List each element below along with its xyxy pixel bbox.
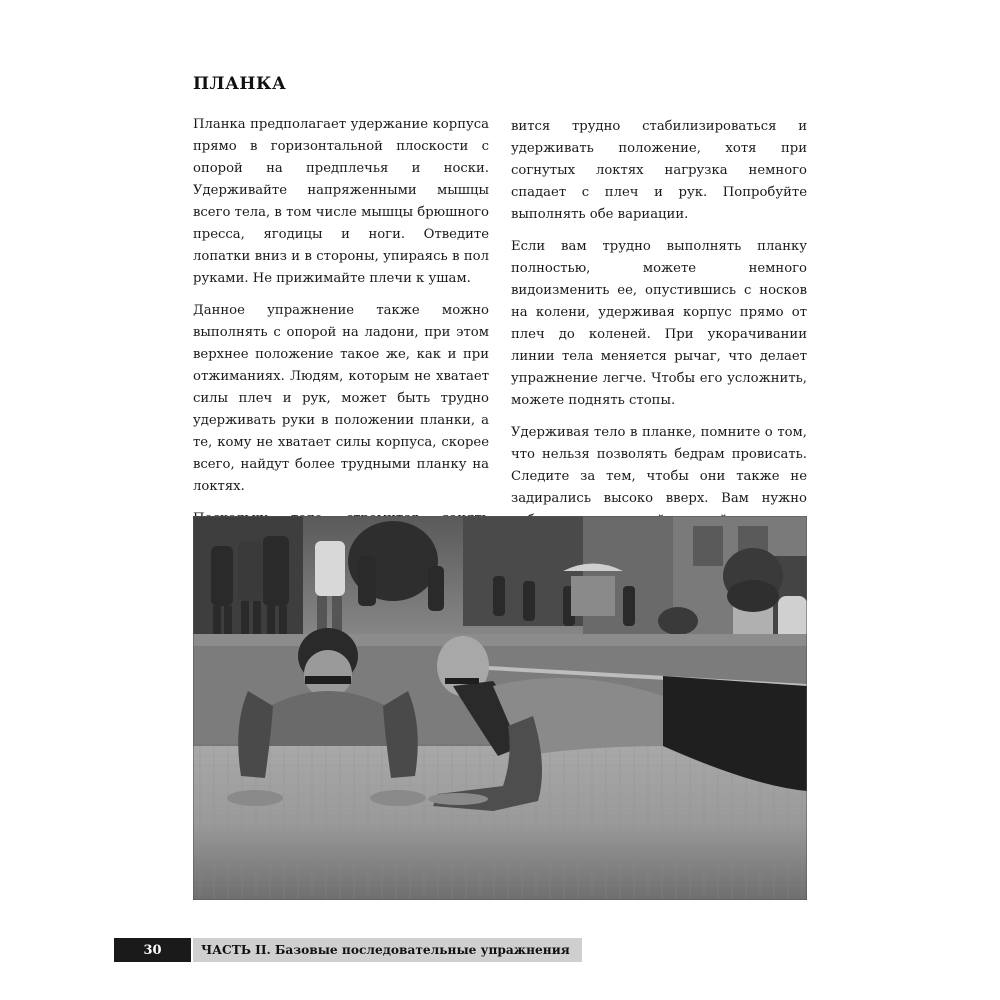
plank-photo — [193, 516, 807, 900]
text-column-right — [511, 116, 807, 564]
paragraph: Планка предполагает удержание корпуса прямо в горизонтальной плоскости с опорой на предплечья и носки. Удерживайте напряженными мышцы всего тела, в том числе мышцы брюшного пресса, ягодицы и ноги. Отведите лопатки вниз и в стороны, упираясь в пол руками. Не прижимайте плечи к ушам. — [193, 117, 489, 286]
paragraph: Данное упражнение также можно выполнять с опорой на ладони, при этом верхнее положение такое же, как и при отжиманиях. Людям, которым не хватает силы плеч и рук, может быть трудно удерживать руки в положении планки, а те, кому не хватает силы корпуса, скорее всего, найдут более трудными планку на локтях. — [193, 303, 489, 494]
text-column-left — [193, 114, 489, 584]
paragraph: вится трудно стабилизироваться и удерживать положение, хотя при согнутых локтях нагрузка немного спадает с плеч и рук. Попробуйте выполнять обе вариации. — [511, 119, 807, 222]
running-footer — [193, 938, 582, 962]
street-plank-photo-illustration — [193, 516, 807, 900]
part-title: ЧАСТЬ II. Базовые последовательные упражнения — [201, 943, 570, 957]
paragraph: Если вам трудно выполнять планку полностью, можете немного видоизменить ее, опустившись с носков на колени, удерживая корпус прямо от плеч до коленей. При укорачивании линии тела меняется рычаг, что делает упражнение легче. Чтобы его усложнить, можете поднять стопы. — [511, 239, 807, 408]
paragraph: Удерживая тело в планке, помните о том, что нельзя позволять бедрам провисать. Следите за тем, чтобы они также не задирались высоко вверх. Вам нужно — [511, 425, 807, 506]
page-number: 30 — [114, 938, 191, 962]
section-heading: ПЛАНКА — [193, 74, 287, 94]
